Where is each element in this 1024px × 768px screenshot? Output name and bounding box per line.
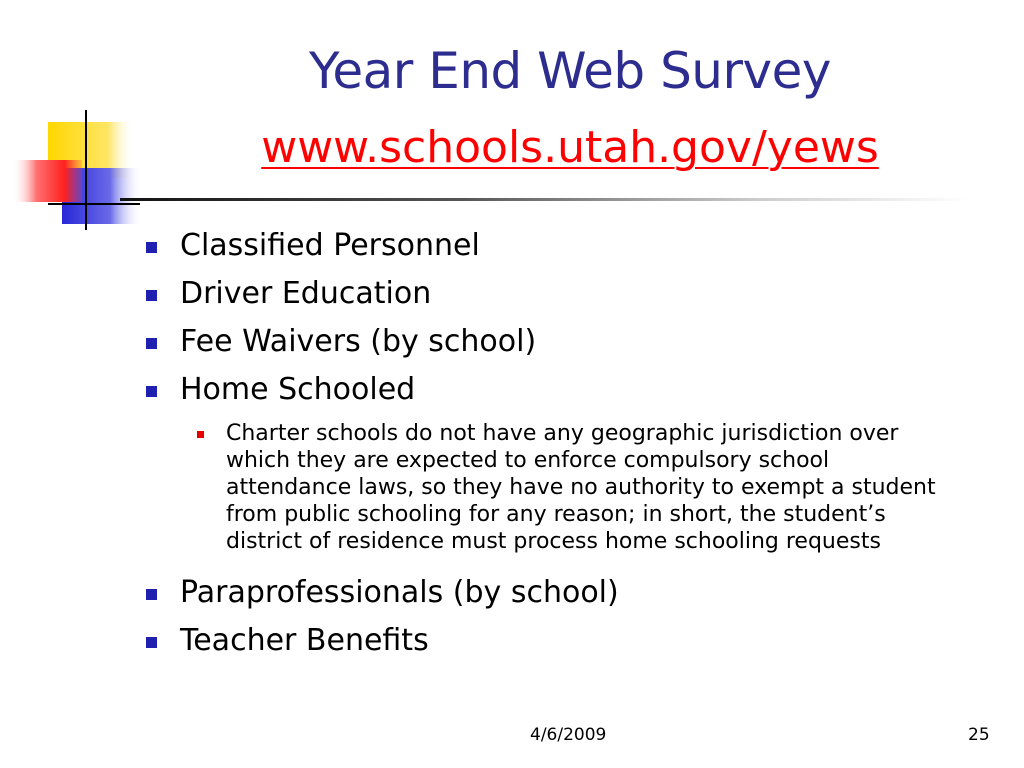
slide-title: Year End Web Survey (309, 42, 831, 100)
blue-square-bullet-icon (146, 290, 157, 301)
bullet-text: Classified Personnel (180, 228, 480, 263)
blue-square-bullet-icon (146, 637, 157, 648)
footer-date: 4/6/2009 (530, 725, 607, 745)
list-item (180, 569, 1000, 617)
bullet-text: Teacher Benefits (180, 623, 429, 658)
bullet-text: Driver Education (180, 276, 432, 311)
sub-bullet-list (180, 420, 950, 555)
list-item (180, 270, 1000, 318)
bullet-list (180, 222, 1000, 665)
list-item (180, 366, 1000, 555)
bullet-text: Home Schooled (180, 372, 416, 407)
title-divider (120, 198, 970, 201)
blue-square-bullet-icon (146, 242, 157, 253)
list-item (180, 222, 1000, 270)
slide-number: 25 (968, 725, 990, 745)
blue-square-bullet-icon (146, 589, 157, 600)
red-square (12, 160, 82, 202)
blue-square-bullet-icon (146, 338, 157, 349)
bullet-text: Fee Waivers (by school) (180, 324, 537, 359)
survey-link[interactable]: www.schools.utah.gov/yews (261, 122, 879, 173)
decorative-squares-graphic (0, 0, 200, 240)
survey-url (200, 120, 940, 176)
list-item (180, 617, 1000, 665)
sub-bullet-text: Charter schools do not have any geographic jurisdiction over which they are expected to enforce compulsory school attendance laws, so they have no authority to exempt a student from public schooling for any reason; in short, the student’s district of residence must process home schooling requests (226, 421, 936, 554)
blue-square-bullet-icon (146, 386, 157, 397)
sub-list-item (180, 420, 950, 555)
list-item (180, 318, 1000, 366)
bullet-text: Paraprofessionals (by school) (180, 575, 619, 610)
red-square-bullet-icon (197, 431, 204, 438)
